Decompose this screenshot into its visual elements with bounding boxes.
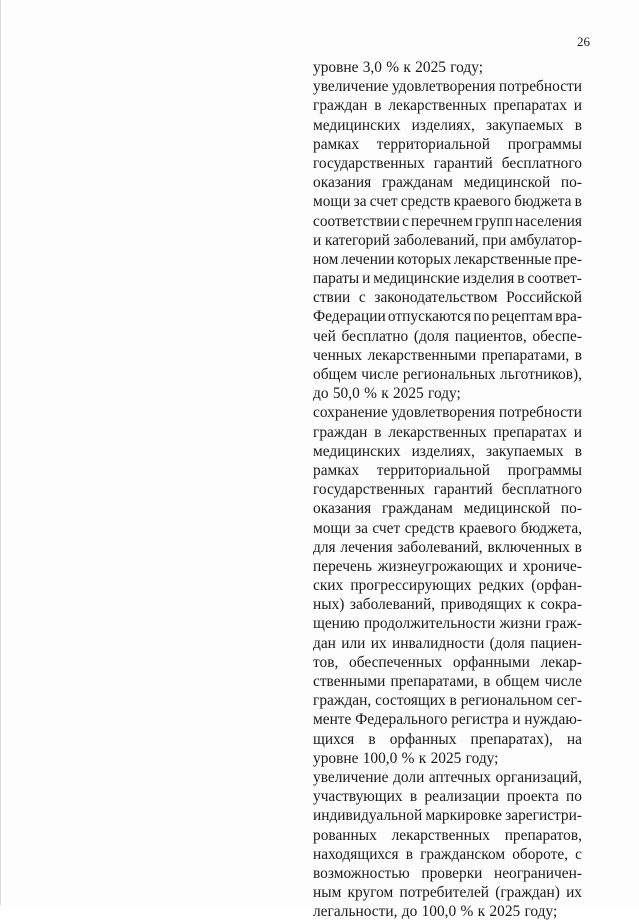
word: ских	[313, 577, 344, 595]
word: территориальной	[376, 135, 490, 153]
word: Федерального	[355, 711, 448, 729]
word: сохранение	[313, 404, 388, 422]
word: организаций,	[495, 768, 582, 786]
word: дан	[313, 634, 336, 652]
word: к	[381, 385, 389, 403]
word: обеспе-	[532, 327, 582, 345]
word: щению	[313, 615, 360, 633]
word: обороте,	[512, 845, 569, 863]
word: Российской	[506, 289, 582, 307]
word: лекарственных	[388, 423, 487, 441]
word: в	[449, 692, 457, 710]
word: льготников),	[500, 366, 582, 383]
word: увеличение	[313, 78, 389, 96]
word: лекарственные	[453, 250, 552, 268]
word: граждан	[313, 423, 368, 441]
word: лекарственных	[388, 97, 487, 115]
word: препаратах	[493, 97, 567, 115]
word: сег-	[556, 692, 582, 710]
text-line	[313, 461, 582, 480]
word: (орфан-	[531, 577, 582, 595]
word: в	[368, 730, 376, 748]
paragraph-medicines-regional-budget	[313, 77, 582, 403]
word: удовлетворения	[391, 404, 496, 422]
word: закупаемых	[485, 442, 564, 460]
word: и	[313, 231, 322, 249]
word: инвалидности	[391, 634, 485, 652]
text-line	[313, 653, 582, 672]
word: за	[355, 519, 368, 537]
word: до	[313, 385, 329, 403]
word: продолжительности	[363, 615, 496, 633]
word: граждан,	[313, 692, 372, 710]
word: удовлетворения	[391, 78, 496, 96]
word: бесплатно	[341, 327, 409, 345]
text-line	[313, 346, 582, 365]
word: (доля	[413, 327, 450, 345]
word: году;	[465, 749, 499, 767]
word: гарантий	[433, 481, 493, 499]
word: и	[573, 97, 582, 115]
word: с	[402, 212, 409, 230]
word: проверки	[421, 864, 483, 882]
word: году;	[428, 385, 461, 403]
text-line	[313, 519, 582, 538]
word: потребности	[498, 78, 582, 96]
word: с	[358, 289, 366, 307]
word: препаратов,	[504, 826, 582, 844]
word: находящихся	[313, 845, 399, 863]
text-line	[313, 77, 582, 96]
word: общем	[313, 366, 357, 383]
word: на	[566, 730, 582, 748]
text-line	[313, 768, 582, 787]
word: кругом	[347, 884, 394, 902]
word: краевого	[453, 193, 511, 211]
word: или	[341, 634, 366, 652]
word: и	[573, 423, 582, 441]
word: в	[517, 270, 525, 288]
word: бесплатного	[501, 481, 582, 499]
word: ственными	[313, 673, 386, 690]
text-line	[313, 595, 582, 614]
word: законодательством	[374, 289, 498, 307]
word: %	[364, 385, 377, 403]
text-line	[313, 192, 582, 211]
word: состоящих	[375, 692, 446, 710]
word: году;	[524, 903, 558, 921]
word: оказания	[313, 500, 372, 518]
word: бюджета,	[520, 519, 582, 537]
word: групп	[474, 212, 513, 230]
text-line	[313, 672, 582, 691]
word: обеспеченных	[349, 653, 443, 671]
word: изделиях,	[411, 116, 475, 134]
word: 2025	[392, 385, 424, 403]
word: в	[574, 116, 582, 134]
word: заболеваний,	[393, 231, 479, 249]
text-line	[313, 173, 582, 192]
text-line	[313, 58, 582, 77]
text-line	[313, 96, 582, 115]
word: 2025	[415, 59, 446, 76]
word: и	[362, 270, 371, 288]
word: средств	[404, 519, 455, 537]
word: категорий	[324, 231, 390, 249]
text-line	[313, 250, 582, 269]
word: зарегистри-	[505, 807, 582, 825]
text-line	[313, 826, 582, 845]
word: программы	[507, 461, 582, 479]
word: при	[482, 231, 507, 249]
word: оказания	[313, 174, 372, 192]
page-number: 26	[577, 34, 590, 49]
text-column	[313, 58, 582, 921]
word: чей	[313, 327, 336, 345]
word: с	[575, 845, 582, 863]
word: граж-	[545, 615, 582, 633]
word: орфанными	[452, 653, 530, 671]
text-line	[313, 327, 582, 346]
word: за	[353, 193, 367, 211]
word: пациен-	[530, 634, 582, 652]
text-line	[313, 845, 582, 864]
word: уровне	[313, 749, 359, 767]
word: маркировке	[425, 807, 502, 825]
word: ным	[313, 884, 342, 902]
word: Федерации	[313, 308, 386, 326]
word: рованных	[313, 826, 377, 844]
text-line	[313, 269, 582, 288]
word: к	[418, 749, 427, 767]
word: в	[574, 442, 582, 460]
word: лекарственными	[367, 346, 477, 364]
word: общем	[495, 673, 540, 690]
word: ствии	[313, 289, 351, 307]
word: счет	[372, 519, 401, 537]
text-line	[313, 749, 582, 768]
word: жизни	[499, 615, 542, 633]
word: 3,0	[362, 59, 382, 76]
word: рамках	[313, 461, 360, 479]
word: препаратами,	[390, 673, 479, 690]
scan-edge-shadow	[0, 0, 1, 905]
word: отпускаются	[387, 308, 472, 326]
paragraph-ending-3-percent	[313, 58, 582, 77]
word: препаратами,	[481, 346, 570, 364]
word: средств	[400, 193, 451, 211]
word: вра-	[555, 308, 582, 326]
word: препаратах	[493, 423, 567, 441]
word: потребности	[498, 404, 582, 422]
word: потребителей	[399, 884, 490, 902]
word: в	[483, 673, 491, 690]
text-line	[313, 538, 582, 557]
word: жизнеугрожающих	[377, 557, 504, 575]
text-line	[313, 634, 582, 653]
word: соответ-	[527, 270, 582, 288]
word: прогрессирующих	[350, 577, 472, 595]
word: аптечных	[428, 768, 491, 786]
word: рамках	[313, 135, 360, 153]
word: ченных	[313, 346, 363, 364]
text-line	[313, 154, 582, 173]
word: в	[409, 788, 418, 806]
text-line	[313, 883, 582, 902]
word: к	[403, 59, 411, 76]
word: %	[386, 59, 400, 76]
text-line	[313, 806, 582, 825]
word: рецептам	[491, 308, 553, 326]
text-line	[313, 384, 582, 403]
word: нуждаю-	[524, 711, 582, 729]
word: году;	[450, 59, 484, 76]
text-line	[313, 557, 582, 576]
word: неограничен-	[493, 864, 582, 882]
text-line	[313, 135, 582, 154]
word: перечень	[313, 557, 373, 575]
word: к	[527, 596, 535, 614]
text-line	[313, 212, 582, 231]
word: для	[313, 538, 336, 556]
word: заболеваний,	[397, 538, 483, 556]
word: 100,0	[362, 749, 398, 767]
word: медицинских	[313, 442, 401, 460]
text-line	[313, 499, 582, 518]
text-line	[313, 307, 582, 326]
word: лекар-	[540, 653, 582, 671]
text-line	[313, 864, 582, 883]
word: мощи	[313, 519, 351, 537]
word: в	[374, 423, 382, 441]
text-line	[313, 787, 582, 806]
word: граждан	[313, 97, 368, 115]
word: программы	[507, 135, 582, 153]
word: региональном	[460, 692, 553, 710]
word: гражданам	[381, 174, 453, 192]
word: в	[574, 346, 582, 364]
word: %	[460, 903, 474, 921]
word: орфанных	[389, 730, 457, 748]
word: их	[566, 884, 582, 902]
word: гражданам	[381, 500, 453, 518]
word: перечнем	[411, 212, 473, 230]
word: индивидуальной	[313, 807, 423, 825]
word: к	[477, 903, 486, 921]
paragraph-orphan-diseases	[313, 403, 582, 768]
word: (доля	[489, 634, 525, 652]
word: щихся	[313, 730, 355, 748]
word: медицинские	[373, 270, 460, 288]
text-line	[313, 691, 582, 710]
word: и	[508, 557, 518, 575]
word: медицинских	[313, 116, 401, 134]
word: по-	[560, 174, 582, 192]
text-line	[313, 442, 582, 461]
word: пре-	[554, 250, 582, 268]
word: изделиях,	[411, 442, 475, 460]
text-line	[313, 480, 582, 499]
word: их	[370, 634, 387, 652]
word: 100,0	[421, 903, 457, 921]
word: бюджета	[514, 193, 572, 211]
word: ном	[313, 250, 339, 268]
word: увеличение	[313, 768, 389, 786]
word: 2025	[489, 903, 521, 921]
word: и	[512, 711, 521, 729]
word: счет	[369, 193, 398, 211]
word: реализации	[424, 788, 500, 806]
word: сокра-	[540, 596, 582, 614]
word: бесплатного	[501, 154, 582, 172]
word: изделия	[462, 270, 515, 288]
word: населения	[515, 212, 582, 230]
text-line	[313, 116, 582, 135]
word: %	[401, 749, 415, 767]
word: государственных	[313, 481, 425, 499]
word: тов,	[313, 653, 339, 671]
word: территориальной	[376, 461, 490, 479]
word: гарантий	[433, 154, 493, 172]
word: препаратах),	[470, 730, 553, 748]
word: медицинской	[463, 500, 551, 518]
word: числе	[361, 366, 399, 383]
word: регистра	[451, 711, 509, 729]
word: уровне	[313, 59, 359, 76]
text-line	[313, 710, 582, 729]
word: закупаемых	[485, 116, 564, 134]
word: менте	[313, 711, 352, 729]
word: в	[574, 538, 582, 556]
word: краевого	[458, 519, 517, 537]
word: легальности,	[313, 903, 398, 921]
text-line	[313, 403, 582, 422]
text-line	[313, 730, 582, 749]
word: в	[374, 97, 382, 115]
word: в	[405, 845, 413, 863]
word: лечения	[340, 538, 393, 556]
text-line	[313, 423, 582, 442]
paragraph-pharmacy-labeling	[313, 768, 582, 921]
word: числе	[544, 673, 582, 690]
word: 2025	[430, 749, 462, 767]
word: по	[473, 308, 490, 326]
word: которых	[397, 250, 452, 268]
word: (граждан)	[495, 884, 560, 902]
word: медицинской	[463, 174, 551, 192]
word: лечении	[341, 250, 395, 268]
word: участвующих	[313, 788, 403, 806]
word: по-	[560, 500, 582, 518]
word: параты	[313, 270, 360, 288]
word: возможностью	[313, 864, 410, 882]
word: ных)	[313, 596, 345, 614]
word: приводящих	[440, 596, 522, 614]
word: амбулатор-	[509, 231, 582, 249]
word: до	[401, 903, 418, 921]
word: региональных	[402, 366, 496, 383]
text-line	[313, 365, 582, 384]
text-line	[313, 288, 582, 307]
word: государственных	[313, 154, 425, 172]
word: соответствии	[313, 212, 400, 230]
word: хрониче-	[522, 557, 582, 575]
word: в	[574, 193, 582, 211]
word: мощи	[313, 193, 351, 211]
word: включенных	[487, 538, 570, 556]
word: заболеваний,	[349, 596, 436, 614]
word: 50,0	[332, 385, 360, 403]
word: проекта	[507, 788, 559, 806]
word: редких	[478, 577, 525, 595]
word: гражданском	[420, 845, 506, 863]
word: лекарственных	[391, 826, 490, 844]
text-line	[313, 902, 582, 921]
text-line	[313, 614, 582, 633]
word: доли	[393, 768, 425, 786]
word: пациентов,	[454, 327, 527, 345]
text-line	[313, 231, 582, 250]
text-line	[313, 576, 582, 595]
word: по	[566, 788, 582, 806]
